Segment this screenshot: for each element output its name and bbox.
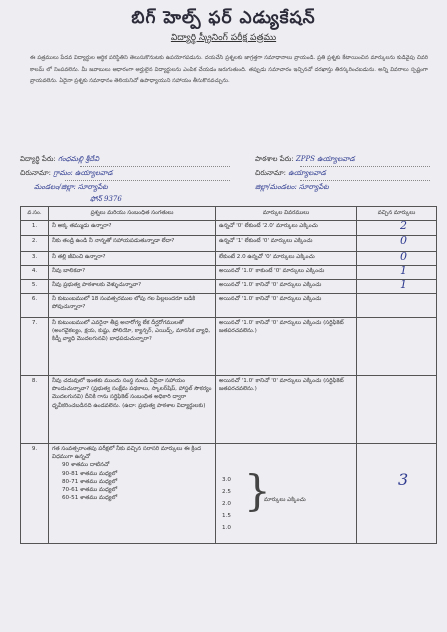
- student-address-value: గ్రామం: ఉయ్యాలవాడ: [53, 169, 113, 177]
- address-dotted-line: [65, 180, 230, 181]
- school-address-label: చిరునామా:: [255, 169, 287, 177]
- school-name-row: [255, 155, 355, 165]
- row-number: 6.: [21, 294, 49, 318]
- row-marks-rule: అయినచో '1.0' కానిచో '0' మార్కులు ఎక్కించు (సర్టిఫికెట్ జతపరచవలెను.): [216, 376, 357, 444]
- row-question: నీవు చదువులో ఇంతకు ముందు సంస్థ నుండి ఏదైనా సహాయం పొందుచున్నావా? (ప్రభుత్వ సంక్షేమ పథకాలు, స్కాలర్‌షిప్, హాస్టల్ సౌకర్యం మొదలగునవి) దీనికి గాను సర్టిఫికెట్ సంబంధిత అధికారి ద్వారా ధృవీకరించబడినది ఉండవలెను. (ఉదా: ప్రభుత్వ పాఠశాల విద్యార్థులకు): [49, 376, 216, 444]
- row-question: నీవు ప్రభుత్వ పాఠశాలకు వెళ్ళుచున్నావా?: [49, 280, 216, 294]
- grade-range: 70-61 శాతము మధ్యలో: [62, 487, 118, 494]
- row-marks-rule: లేకుంటే 2.0 ఉన్నచో '0' మార్కులు ఎక్కించు: [216, 252, 357, 266]
- row-marks-obtained[interactable]: [357, 376, 437, 444]
- name-dotted-line: [80, 166, 230, 167]
- grade-range: 80-71 శాతము మధ్యలో: [62, 478, 118, 485]
- row-marks-obtained[interactable]: [357, 221, 437, 236]
- row-marks-rule: ఉన్నచో '1' లేకుంటే '0' మార్కులు ఎక్కించు: [216, 236, 357, 252]
- col-header-serial: వ.సం.: [21, 207, 49, 221]
- school-district-value: జిల్లా/మండలం: సూర్యాపేట: [255, 183, 329, 191]
- school-address-dotted-line: [300, 180, 430, 181]
- row-marks-obtained[interactable]: [357, 266, 437, 280]
- grade-range: 60-51 శాతము మధ్యలో: [62, 495, 118, 502]
- row-marks-rule: అయినచో '1.0' కాకుంటే '0' మార్కులు ఎక్కించు: [216, 266, 357, 280]
- row-marks-obtained[interactable]: [357, 294, 437, 318]
- table-header-row: [21, 207, 437, 221]
- table-row: [21, 252, 437, 266]
- handwritten-score: 0: [400, 251, 407, 263]
- instructions-paragraph: ఈ పత్రములు పేదవ విద్యార్థుల ఆర్థిక పరిస్థితిని తెలుసుకొనుటకు ఉపయోగపడును. దయచేసి ప్రశ్నలకు జాగ్రత్తగా సమాధానాలు వ్రాయండి. ప్రతి ప్రశ్నకు కేటాయించిన మార్కులను కుడివైపు చివరి కాలమ్ లో నింపవలెను. మీ జవాబులు ఆధారంగా అర్హులైన విద్యార్థులను ఎంపిక చేయడం జరుగుతుంది. తప్పుడు సమాచారం ఇచ్చినచో దరఖాస్తు తిరస్కరించబడును. అన్ని వివరాలు స్పష్టంగా వ్రాయవలెను. ఏదైనా ప్రశ్నకు సమాధానం తెలియనిచో ఉపాధ్యాయుని సహాయం తీసుకొనవచ్చును.: [30, 55, 428, 84]
- student-name-row: [20, 155, 99, 165]
- school-address-value: ఉయ్యాలవాడ: [288, 169, 326, 177]
- row-marks-obtained[interactable]: [357, 236, 437, 252]
- grade-score: 3.0: [222, 477, 231, 483]
- row-marks-rule: అయినచో '1.0' కానిచో '0' మార్కులు ఎక్కించు (సర్టిఫికెట్ జతపరచవలెను.): [216, 318, 357, 376]
- row-number: 4.: [21, 266, 49, 280]
- table-row: [21, 444, 437, 544]
- grade-score: 1.5: [222, 513, 231, 519]
- row-question: నీకు తండ్రి ఉండి నీ నాన్నతో సహాయపడుతున్నాడా లేదా?: [49, 236, 216, 252]
- school-address-row: [255, 169, 326, 179]
- school-district-row: [255, 183, 329, 193]
- row-number: 7.: [21, 318, 49, 376]
- col-header-marks-obtained: వచ్చిన మార్కులు: [357, 207, 437, 221]
- col-header-question: ప్రశ్నలు మరియు సంబంధిత సంగతులు: [49, 207, 216, 221]
- school-name-value: ZPPS ఉయ్యాలవాడ: [295, 155, 355, 163]
- row-marks-rule: అయినచో '1.0' కానిచో '0' మార్కులు ఎక్కించు: [216, 280, 357, 294]
- row-number: 3.: [21, 252, 49, 266]
- row-number: 1.: [21, 221, 49, 236]
- table-row: [21, 294, 437, 318]
- row-number: 9.: [21, 444, 49, 544]
- student-address-label: చిరునామా:: [20, 169, 52, 177]
- table-row: [21, 221, 437, 236]
- row-question-text: గత సంవత్సరాంతపు పరీక్షలో నీకు వచ్చిన సరాసరి మార్కులు ఈ క్రింద విధముగా ఉన్నచో: [52, 446, 202, 461]
- row-question: నీ తల్లి జీవించి ఉన్నారా?: [49, 252, 216, 266]
- row-marks-obtained[interactable]: [357, 252, 437, 266]
- student-address-row: [20, 169, 113, 179]
- row-question: [49, 444, 216, 544]
- grade-score: 2.5: [222, 489, 231, 495]
- student-name-label: విద్యార్థి పేరు:: [20, 155, 56, 163]
- table-row: [21, 236, 437, 252]
- student-district-value: మండలం/జిల్లా: సూర్యాపేట: [34, 183, 108, 191]
- col-header-marks-details: మార్కుల వివరములు: [216, 207, 357, 221]
- row-question: నీవు బాలికవా?: [49, 266, 216, 280]
- curly-brace-icon: }: [244, 466, 271, 515]
- row-number: 5.: [21, 280, 49, 294]
- row-question: నీ కుటుంబములో 18 సంవత్సరముల లోపు గల పిల్లలందరూ బడికి పోవుచున్నారా?: [49, 294, 216, 318]
- grade-range: 90-81 శాతము మధ్యలో: [62, 470, 118, 477]
- student-phone-value: ఫోన్ 9376: [90, 195, 122, 203]
- grade-score: 2.0: [222, 501, 231, 507]
- student-phone-row: [90, 195, 122, 205]
- school-name-label: పాఠశాల పేరు:: [255, 155, 294, 163]
- table-row: [21, 266, 437, 280]
- form-title: బిగ్ హెల్ప్ ఫర్ ఎడ్యుకేషన్: [131, 8, 316, 28]
- row-marks-obtained[interactable]: [357, 318, 437, 376]
- row-question: నీ అక్క తమ్ముడు ఉన్నారా?: [49, 221, 216, 236]
- table-row: [21, 376, 437, 444]
- table-row: [21, 280, 437, 294]
- handwritten-score: 3: [398, 470, 409, 489]
- grade-range: 90 శాతము దాటినచో: [62, 462, 110, 469]
- row-number: 2.: [21, 236, 49, 252]
- school-dotted-line: [300, 166, 430, 167]
- grade-score: 1.0: [222, 525, 231, 531]
- table-row: [21, 318, 437, 376]
- row-number: 8.: [21, 376, 49, 444]
- row-marks-rule: [216, 444, 357, 544]
- handwritten-score: 0: [400, 235, 407, 247]
- handwritten-score: [360, 294, 400, 306]
- student-district-row: [34, 183, 108, 193]
- handwritten-score: 2: [400, 220, 407, 232]
- row-marks-obtained[interactable]: [357, 444, 437, 544]
- grade-note: మార్కులు ఎక్కించు: [264, 497, 306, 503]
- row-question: నీ కుటుంబములో ఎవరైనా తీవ్ర అనారోగ్య లేక దీర్ఘరోగములతో (అంగవైకల్యం, క్షయ, కుష్టు, పోలియో, క్యాన్సర్, ఎయిడ్స్, మానసిక వ్యాధి, కిడ్నీ వ్యాధి మొదలగునవి) బాధపడుచున్నారా?: [49, 318, 216, 376]
- handwritten-score: 1: [400, 279, 407, 291]
- grade-scores: [222, 474, 231, 534]
- handwritten-score: 1: [400, 265, 407, 277]
- row-marks-obtained[interactable]: [357, 280, 437, 294]
- screening-table: [20, 206, 437, 544]
- row-marks-rule: ఉన్నచో '0' లేకుంటే '2.0' మార్కులు ఎక్కించు: [216, 221, 357, 236]
- row-marks-rule: అయినచో '1.0' కానిచో '0' మార్కులు ఎక్కించు: [216, 294, 357, 318]
- handwritten-score: [360, 318, 400, 330]
- student-name-value: గంధమల్లి శ్రీదేవి: [57, 155, 100, 163]
- form-subtitle: విద్యార్థి స్క్రీనింగ్ పరీక్ష పత్రము: [170, 33, 277, 43]
- handwritten-score: [360, 376, 400, 388]
